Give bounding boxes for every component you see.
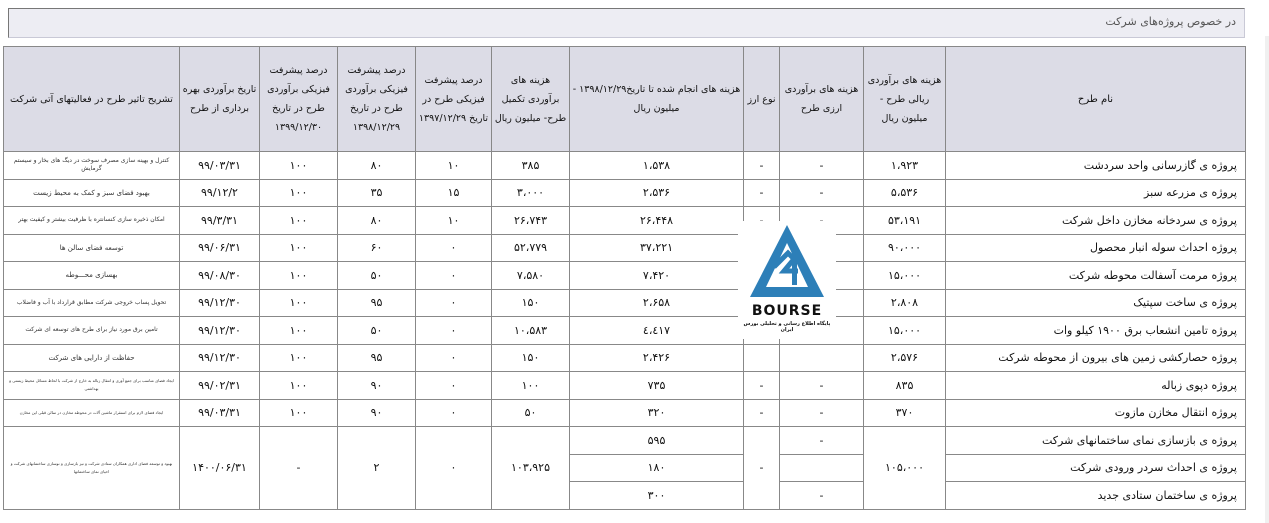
impact-desc: بهبود فضای سبز و کمک به محیط زیست	[4, 179, 180, 207]
progress-99: ۱۰۰	[260, 152, 338, 180]
progress-99: -	[260, 427, 338, 510]
bourse-emblem-icon	[738, 221, 836, 301]
progress-98: ۵۰	[338, 262, 416, 290]
fx-cost	[780, 344, 864, 372]
progress-97: ۰	[416, 372, 492, 400]
spent: ۵۹۵	[570, 427, 744, 455]
table-row	[4, 234, 1246, 262]
project-name: پروژه احداث سوله انبار محصول	[946, 234, 1246, 262]
rial-cost: ۵،۵۳۶	[864, 179, 946, 207]
table-row	[4, 179, 1246, 207]
spent: ۳۰۰	[570, 482, 744, 510]
progress-98: ۸۰	[338, 207, 416, 235]
progress-97: ۰	[416, 289, 492, 317]
rial-cost: ۵۳،۱۹۱	[864, 207, 946, 235]
complete-cost: ۱۰،۵۸۳	[492, 317, 570, 345]
impact-desc: بهسازی محـــوطه	[4, 262, 180, 290]
impact-desc: تحویل پساب خروجی شرکت مطابق قرارداد با آب و فاضلاب	[4, 289, 180, 317]
impact-desc: کنترل و بهینه سازی مصرف سوخت در دیگ های بخار و سیستم گرمایش	[4, 152, 180, 180]
fx-cost	[780, 454, 864, 482]
operation-date: ۹۹/۰۶/۳۱	[180, 234, 260, 262]
operation-date: ۹۹/۰۲/۳۱	[180, 372, 260, 400]
table-row	[4, 289, 1246, 317]
progress-98: ۲	[338, 427, 416, 510]
complete-cost: ۱۰۳،۹۲۵	[492, 427, 570, 510]
operation-date: ۹۹/۰۳/۳۱	[180, 152, 260, 180]
spent: ۱۸۰	[570, 454, 744, 482]
header-project-name: نام طرح	[946, 47, 1246, 152]
table-row	[4, 344, 1246, 372]
progress-99: ۱۰۰	[260, 207, 338, 235]
complete-cost: ۳۸۵	[492, 152, 570, 180]
table-body	[4, 152, 1246, 510]
section-header-bar	[8, 8, 1245, 38]
header-progress-99: درصد پیشرفت فیزیکی برآوردی طرح در تاریخ ۱۳۹۹/۱۲/۳۰	[260, 47, 338, 152]
fx-cost: -	[780, 427, 864, 455]
impact-desc: ایجاد فضای مناسب برای جمع آوری و انتقال زباله به خارج از شرکت با لحاظ مسائل محیط زیستی و بهداشتی	[4, 372, 180, 400]
operation-date: ۹۹/۰۸/۳۰	[180, 262, 260, 290]
currency	[744, 344, 780, 372]
complete-cost: ۵۲،۷۷۹	[492, 234, 570, 262]
logo-subtitle: پایگاه اطلاع رسانی و تحلیلی بورس ایران	[743, 321, 831, 333]
operation-date: ۹۹/۱۲/۲	[180, 179, 260, 207]
operation-date: ۹۹/۱۲/۳۰	[180, 317, 260, 345]
progress-97: ۰	[416, 234, 492, 262]
rial-cost: ۱۵،۰۰۰	[864, 317, 946, 345]
complete-cost: ۲۶،۷۴۳	[492, 207, 570, 235]
progress-98: ۶۰	[338, 234, 416, 262]
spent: ۳۲۰	[570, 399, 744, 427]
progress-99: ۱۰۰	[260, 262, 338, 290]
complete-cost: ۳،۰۰۰	[492, 179, 570, 207]
progress-98: ۳۵	[338, 179, 416, 207]
progress-99: ۱۰۰	[260, 289, 338, 317]
progress-99: ۱۰۰	[260, 317, 338, 345]
project-name: پروژه ی ساختمان ستادی جدید	[946, 482, 1246, 510]
fx-cost: -	[780, 372, 864, 400]
impact-desc: حفاظت از دارایی های شرکت	[4, 344, 180, 372]
spent: ۲،۴۲۶	[570, 344, 744, 372]
operation-date: ۹۹/۱۲/۳۰	[180, 344, 260, 372]
impact-desc: ایجاد فضای لازم برای استقرار ماشین آلات در محوطه مخازن در سالن قبلی این مخازن	[4, 399, 180, 427]
logo-title: BOURSE	[751, 303, 823, 319]
project-name: پروژه تامین انشعاب برق ۱۹۰۰ کیلو وات	[946, 317, 1246, 345]
header-progress-98: درصد پیشرفت فیزیکی برآوردی طرح در تاریخ ۱۳۹۸/۱۲/۲۹	[338, 47, 416, 152]
progress-98: ۹۰	[338, 372, 416, 400]
table-row	[4, 372, 1246, 400]
progress-98: ۸۰	[338, 152, 416, 180]
progress-98: ۵۰	[338, 317, 416, 345]
progress-97: ۰	[416, 427, 492, 510]
progress-98: ۹۵	[338, 289, 416, 317]
impact-desc: امکان ذخیره سازی کنسانتره با ظرفیت بیشتر و کیفیت بهتر	[4, 207, 180, 235]
progress-98: ۹۵	[338, 344, 416, 372]
operation-date: ۹۹/۱۲/۳۰	[180, 289, 260, 317]
bourse-logo	[738, 221, 836, 339]
fx-cost: -	[780, 482, 864, 510]
complete-cost: ۵۰	[492, 399, 570, 427]
complete-cost: ۱۰۰	[492, 372, 570, 400]
header-operation-date: تاریخ برآوردی بهره برداری از طرح	[180, 47, 260, 152]
rial-cost: ۹۰،۰۰۰	[864, 234, 946, 262]
table-row	[4, 152, 1246, 180]
rial-cost: ۲،۵۷۶	[864, 344, 946, 372]
fx-cost: -	[780, 399, 864, 427]
spent: ۱،۵۳۸	[570, 152, 744, 180]
impact-desc: بهبود و توسعه فضای اداری همکاران ستادی شرکت و نیز بازسازی و نوسازی ساختمانهای شرکت و احیای نمای ساختمانها	[4, 427, 180, 510]
rial-cost: ۱۵،۰۰۰	[864, 262, 946, 290]
header-spent: هزینه های انجام شده تا تاریخ۱۳۹۸/۱۲/۲۹ - میلیون ریال	[570, 47, 744, 152]
project-name: پروژه ی سردخانه مخازن داخل شرکت	[946, 207, 1246, 235]
progress-97: ۰	[416, 317, 492, 345]
rial-cost: ۲،۸۰۸	[864, 289, 946, 317]
progress-98: ۹۰	[338, 399, 416, 427]
projects-table-container	[3, 46, 1245, 516]
header-progress-97: درصد پیشرفت فیزیکی طرح در تاریخ ۱۳۹۷/۱۲/۲۹	[416, 47, 492, 152]
project-name: پروژه دپوی زباله	[946, 372, 1246, 400]
fx-cost: -	[780, 152, 864, 180]
header-complete-cost: هزینه های برآوردی تکمیل طرح- میلیون ریال	[492, 47, 570, 152]
project-name: پروژه ی ساخت سپتیک	[946, 289, 1246, 317]
table-row	[4, 317, 1246, 345]
header-currency: نوع ارز	[744, 47, 780, 152]
project-name: پروژه ی بازسازی نمای ساختمانهای شرکت	[946, 427, 1246, 455]
currency: -	[744, 427, 780, 510]
spent: ۲،۶۵۸	[570, 289, 744, 317]
complete-cost: ۱۵۰	[492, 344, 570, 372]
header-impact: تشریح تاثیر طرح در فعالیتهای آتی شرکت	[4, 47, 180, 152]
progress-97: ۰	[416, 344, 492, 372]
currency: -	[744, 152, 780, 180]
progress-99: ۱۰۰	[260, 234, 338, 262]
progress-97: ۱۰	[416, 152, 492, 180]
currency: -	[744, 179, 780, 207]
progress-97: ۰	[416, 399, 492, 427]
complete-cost: ۷،۵۸۰	[492, 262, 570, 290]
rial-cost: ۱۰۵،۰۰۰	[864, 427, 946, 510]
project-name: پروژه ی مزرعه سبز	[946, 179, 1246, 207]
project-name: پروژه انتقال مخازن مازوت	[946, 399, 1246, 427]
progress-97: ۱۰	[416, 207, 492, 235]
projects-table	[3, 46, 1246, 510]
section-title: در خصوص پروژه‌های شرکت	[1105, 15, 1236, 28]
impact-desc: توسعه فضای سالن ها	[4, 234, 180, 262]
table-row	[4, 207, 1246, 235]
scrollbar[interactable]	[1265, 36, 1269, 523]
progress-97: ۱۵	[416, 179, 492, 207]
spent: ۷،۴۲۰	[570, 262, 744, 290]
progress-99: ۱۰۰	[260, 179, 338, 207]
spent: ۲،۵۳۶	[570, 179, 744, 207]
operation-date: ۹۹/۳/۳۱	[180, 207, 260, 235]
table-row-group	[4, 427, 1246, 455]
project-name: پروژه ی احداث سردر ورودی شرکت	[946, 454, 1246, 482]
rial-cost: ۳۷۰	[864, 399, 946, 427]
operation-date: ۹۹/۰۳/۳۱	[180, 399, 260, 427]
rial-cost: ۱،۹۲۳	[864, 152, 946, 180]
fx-cost: -	[780, 179, 864, 207]
operation-date: ۱۴۰۰/۰۶/۳۱	[180, 427, 260, 510]
spent: ۷۳۵	[570, 372, 744, 400]
progress-99: ۱۰۰	[260, 372, 338, 400]
rial-cost: ۸۳۵	[864, 372, 946, 400]
spent: ۳۷،۲۲۱	[570, 234, 744, 262]
currency: -	[744, 372, 780, 400]
progress-99: ۱۰۰	[260, 344, 338, 372]
table-header-row	[4, 47, 1246, 152]
progress-97: ۰	[416, 262, 492, 290]
header-fx-cost: هزینه های برآوردی ارزی طرح	[780, 47, 864, 152]
currency: -	[744, 399, 780, 427]
table-row	[4, 262, 1246, 290]
table-row	[4, 399, 1246, 427]
spent: ۲۶،۴۴۸	[570, 207, 744, 235]
spent: ٤،٤١٧	[570, 317, 744, 345]
project-name: پروژه حصارکشی زمین های بیرون از محوطه شرکت	[946, 344, 1246, 372]
complete-cost: ۱۵۰	[492, 289, 570, 317]
impact-desc: تامین برق مورد نیاز برای طرح های توسعه ای شرکت	[4, 317, 180, 345]
header-rial-cost: هزینه های برآوردی ریالی طرح - میلیون ریال	[864, 47, 946, 152]
progress-99: ۱۰۰	[260, 399, 338, 427]
project-name: پروژه ی گازرسانی واحد سردشت	[946, 152, 1246, 180]
project-name: پروژه مرمت آسفالت محوطه شرکت	[946, 262, 1246, 290]
